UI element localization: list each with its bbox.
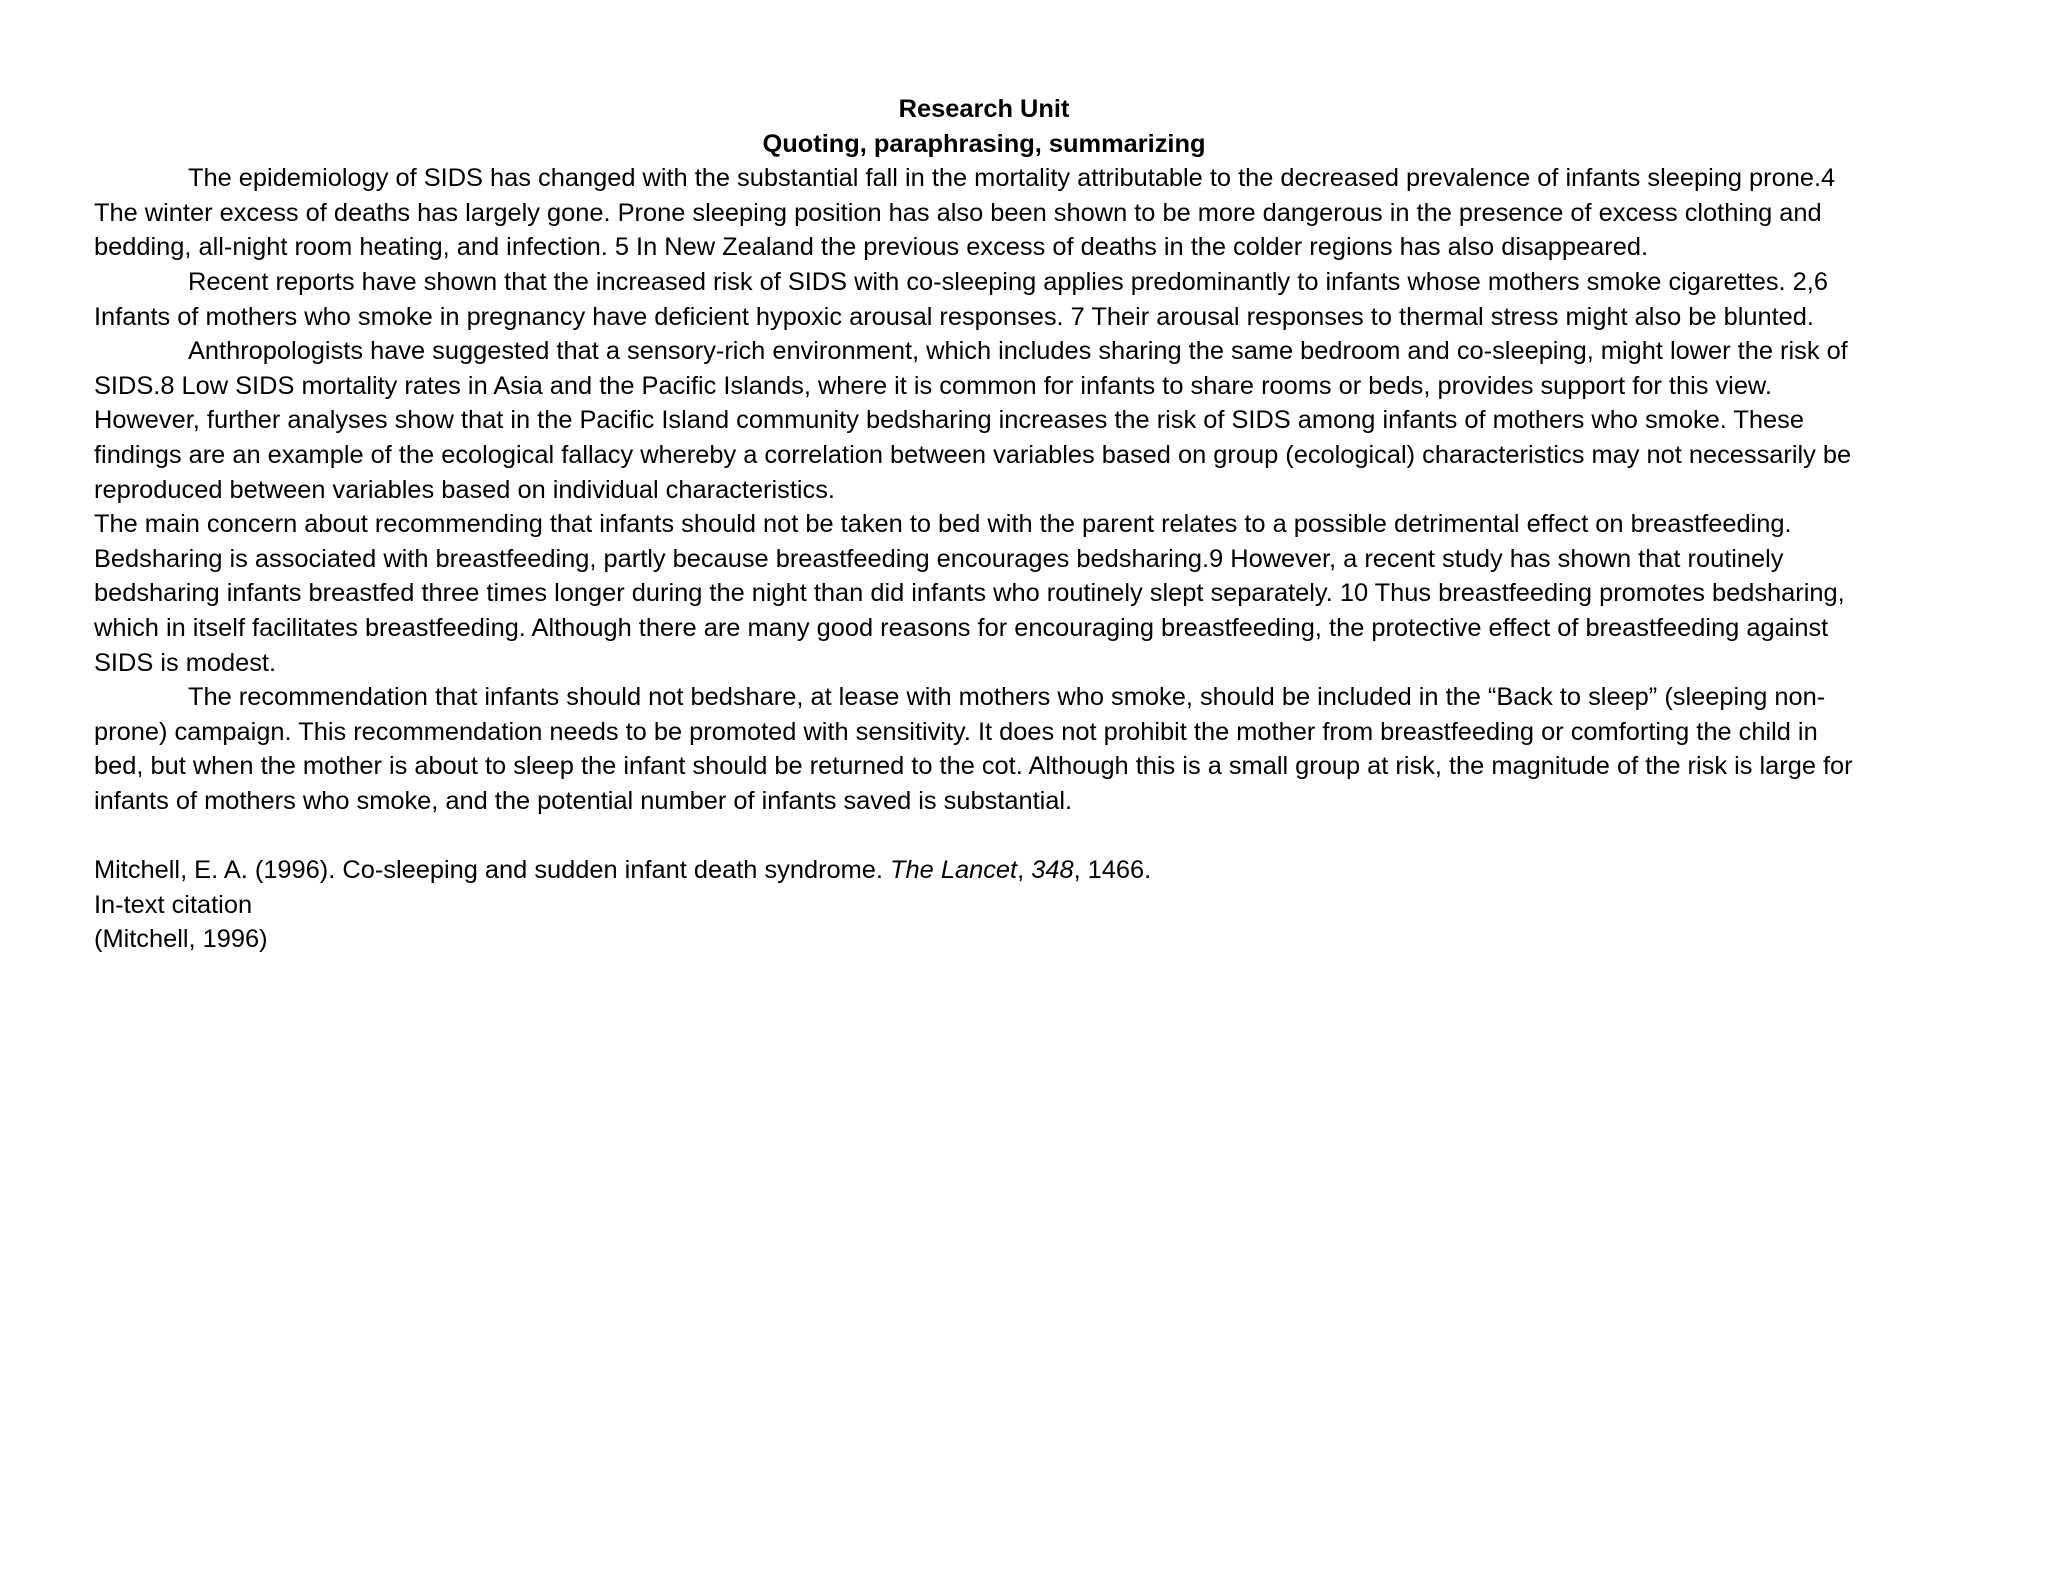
paragraph-anthropologists: Anthropologists have suggested that a sensory-rich environment, which includes sharing the same bedroom and co-sleeping, might lower the risk of SIDS.8 Low SIDS mortality rates in Asia and the Pacific Islands, where it is common for infants to share rooms or beds, provides support for this view. However, further analyses show that in the Pacific Island community bedsharing increases the risk of SIDS among infants of mothers who smoke. These findings are an example of the ecological fallacy whereby a correlation between variables based on group (ecological) characteristics may not necessarily be reproduced between variables based on individual characteristics.: [94, 337, 1852, 504]
paragraph-breastfeeding: The main concern about recommending that infants should not be taken to bed with the parent relates to a possible detrimental effect on breastfeeding. Bedsharing is associated with breastfeeding, partly because breastfeeding encourages bedsharing.9 However, a recent study has shown that routinely bedsharing infants breastfed three times longer during the night than did infants who routinely slept separately. 10 Thus breastfeeding promotes bedsharing, which in itself facilitates breastfeeding. Although there are many good reasons for encouraging breastfeeding, the protective effect of breastfeeding against SIDS is modest.: [94, 510, 1845, 677]
document-title: Research Unit: [898, 95, 1070, 123]
paragraph-epidemiology: The epidemiology of SIDS has changed with the substantial fall in the mortality attributable to the decreased prevalence of infants sleeping prone.4 The winter excess of deaths has largely gone. Prone sleeping position has also been shown to be more dangerous in the presence of excess clothing and bedding, all-night room heating, and infection. 5 In New Zealand the previous excess of deaths in the colder regions has also disappeared.: [94, 164, 1836, 262]
document-page: [94, 92, 1874, 957]
document-subtitle: Quoting, paraphrasing, summarizing: [762, 129, 1206, 158]
paragraph-co-sleeping-risk: Recent reports have shown that the increased risk of SIDS with co-sleeping applies predominantly to infants whose mothers smoke cigarettes. 2,6 Infants of mothers who smoke in pregnancy have deficient hypoxic arousal responses. 7 Their arousal responses to thermal stress might also be blunted.: [94, 267, 1828, 331]
reference-entry: [94, 853, 1874, 888]
reference-journal: The Lancet: [890, 856, 1018, 885]
reference-separator: ,: [1017, 856, 1032, 885]
citation-label: In-text citation: [94, 890, 253, 919]
reference-volume: 348: [1031, 856, 1074, 885]
in-text-citation: (Mitchell, 1996): [94, 925, 268, 954]
reference-suffix: , 1466.: [1073, 856, 1152, 885]
paragraph-recommendation: The recommendation that infants should not bedshare, at lease with mothers who smoke, should be included in the “Back to sleep” (sleeping non-prone) campaign. This recommendation needs to be promoted with sensitivity. It does not prohibit the mother from breastfeeding or comforting the child in bed, but when the mother is about to sleep the infant should be returned to the cot. Although this is a small group at risk, the magnitude of the risk is large for infants of mothers who smoke, and the potential number of infants saved is substantial.: [94, 683, 1853, 815]
reference-prefix: Mitchell, E. A. (1996). Co-sleeping and sudden infant death syndrome.: [94, 856, 891, 885]
blank-line: [94, 818, 1874, 853]
